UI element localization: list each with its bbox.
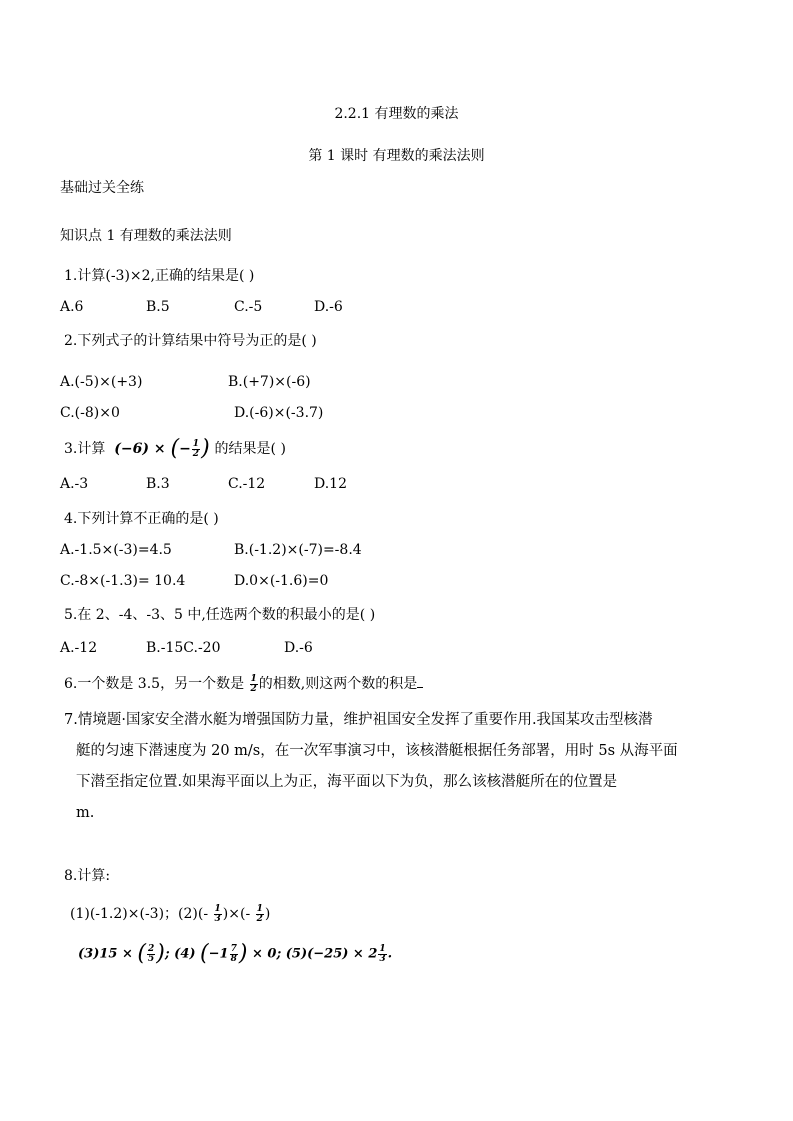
- q1-option-d: D.-6: [314, 299, 343, 315]
- q3-option-b: B.3: [146, 476, 170, 492]
- q1-option-c: C.-5: [234, 299, 263, 315]
- question-4-stem: 4.下列计算不正确的是( ): [64, 511, 219, 527]
- q2-option-c: C.(-8)×0: [60, 405, 120, 421]
- q8-fraction-2: $\frac{1}{2}$: [256, 903, 263, 924]
- question-6-stem: 6.一个数是 3.5，另一个数是 $\frac{1}{2}$ 的相数,则这两个数的积是: [64, 674, 423, 694]
- q4-option-c: C.-8×(-1.3)= 10.4: [60, 573, 186, 589]
- q1-option-b: B.5: [146, 299, 170, 315]
- q4-option-a: A.-1.5×(-3)=4.5: [60, 542, 172, 558]
- q5-option-bc: B.-15C.-20: [146, 640, 221, 656]
- q4-option-d: D.0×(-1.6)=0: [234, 573, 329, 589]
- q4-option-b: B.(-1.2)×(-7)=-8.4: [234, 542, 362, 558]
- question-2-stem: 2.下列式子的计算结果中符号为正的是( ): [64, 333, 317, 349]
- page-title: 2.2.1 有理数的乘法: [334, 106, 459, 122]
- q3-option-a: A.-3: [60, 476, 89, 492]
- q7-line-2: 艇的匀速下潜速度为 20 m/s，在一次军事演习中，该核潜艇根据任务部署，用时 5s 从海平面: [76, 743, 678, 759]
- knowledge-point-heading: 知识点 1 有理数的乘法法则: [60, 228, 232, 244]
- q7-line-3: 下潜至指定位置.如果海平面以上为正，海平面以下为负，那么该核潜艇所在的位置是: [76, 774, 618, 790]
- q8-parts-1-2: (1)(-1.2)×(-3)；(2)(- $\frac{1}{3}$ )×(- $\frac{1}{2}$ ): [70, 903, 271, 924]
- question-1-stem: 1.计算(-3)×2,正确的结果是( ): [64, 268, 255, 284]
- section-heading: 基础过关全练: [60, 180, 144, 196]
- question-5-stem: 5.在 2、-4、-3、5 中,任选两个数的积最小的是( ): [64, 607, 376, 623]
- q8-parts-3-5: (3)15 × ( $\frac{2}{5}$ ); (4) (−1 $\frac{7}{8}$ ) × 0; (5)(−25) × 2 $\frac{1}{3}$ .: [78, 941, 393, 966]
- q7-line-4: m.: [76, 805, 95, 821]
- q5-option-a: A.-12: [60, 640, 98, 656]
- q2-option-a: A.(-5)×(+3): [60, 374, 143, 390]
- q3-expression: (−6) × (− $\frac{1}{2}$ ): [114, 436, 210, 461]
- q2-option-b: B.(+7)×(-6): [228, 374, 311, 390]
- question-8-stem: 8.计算:: [64, 868, 111, 884]
- answer-blank: [417, 675, 423, 688]
- lesson-subtitle: 第 1 课时 有理数的乘法法则: [308, 148, 485, 164]
- question-7: [64, 705, 734, 829]
- q3-option-c: C.-12: [228, 476, 266, 492]
- q1-option-a: A.6: [60, 299, 84, 315]
- q3-option-d: D.12: [314, 476, 347, 492]
- q2-option-d: D.(-6)×(-3.7): [234, 405, 324, 421]
- q5-option-d: D.-6: [284, 640, 313, 656]
- q8-fraction-1: $\frac{1}{3}$: [214, 903, 221, 924]
- q6-fraction: $\frac{1}{2}$: [250, 673, 257, 694]
- question-3-stem: 3.计算 (−6) × (− $\frac{1}{2}$ ) 的结果是( ): [64, 436, 286, 461]
- q7-line-1: 7.情境题·国家安全潜水艇为增强国防力量，维护祖国安全发挥了重要作用.我国某攻击型核潜: [64, 712, 653, 728]
